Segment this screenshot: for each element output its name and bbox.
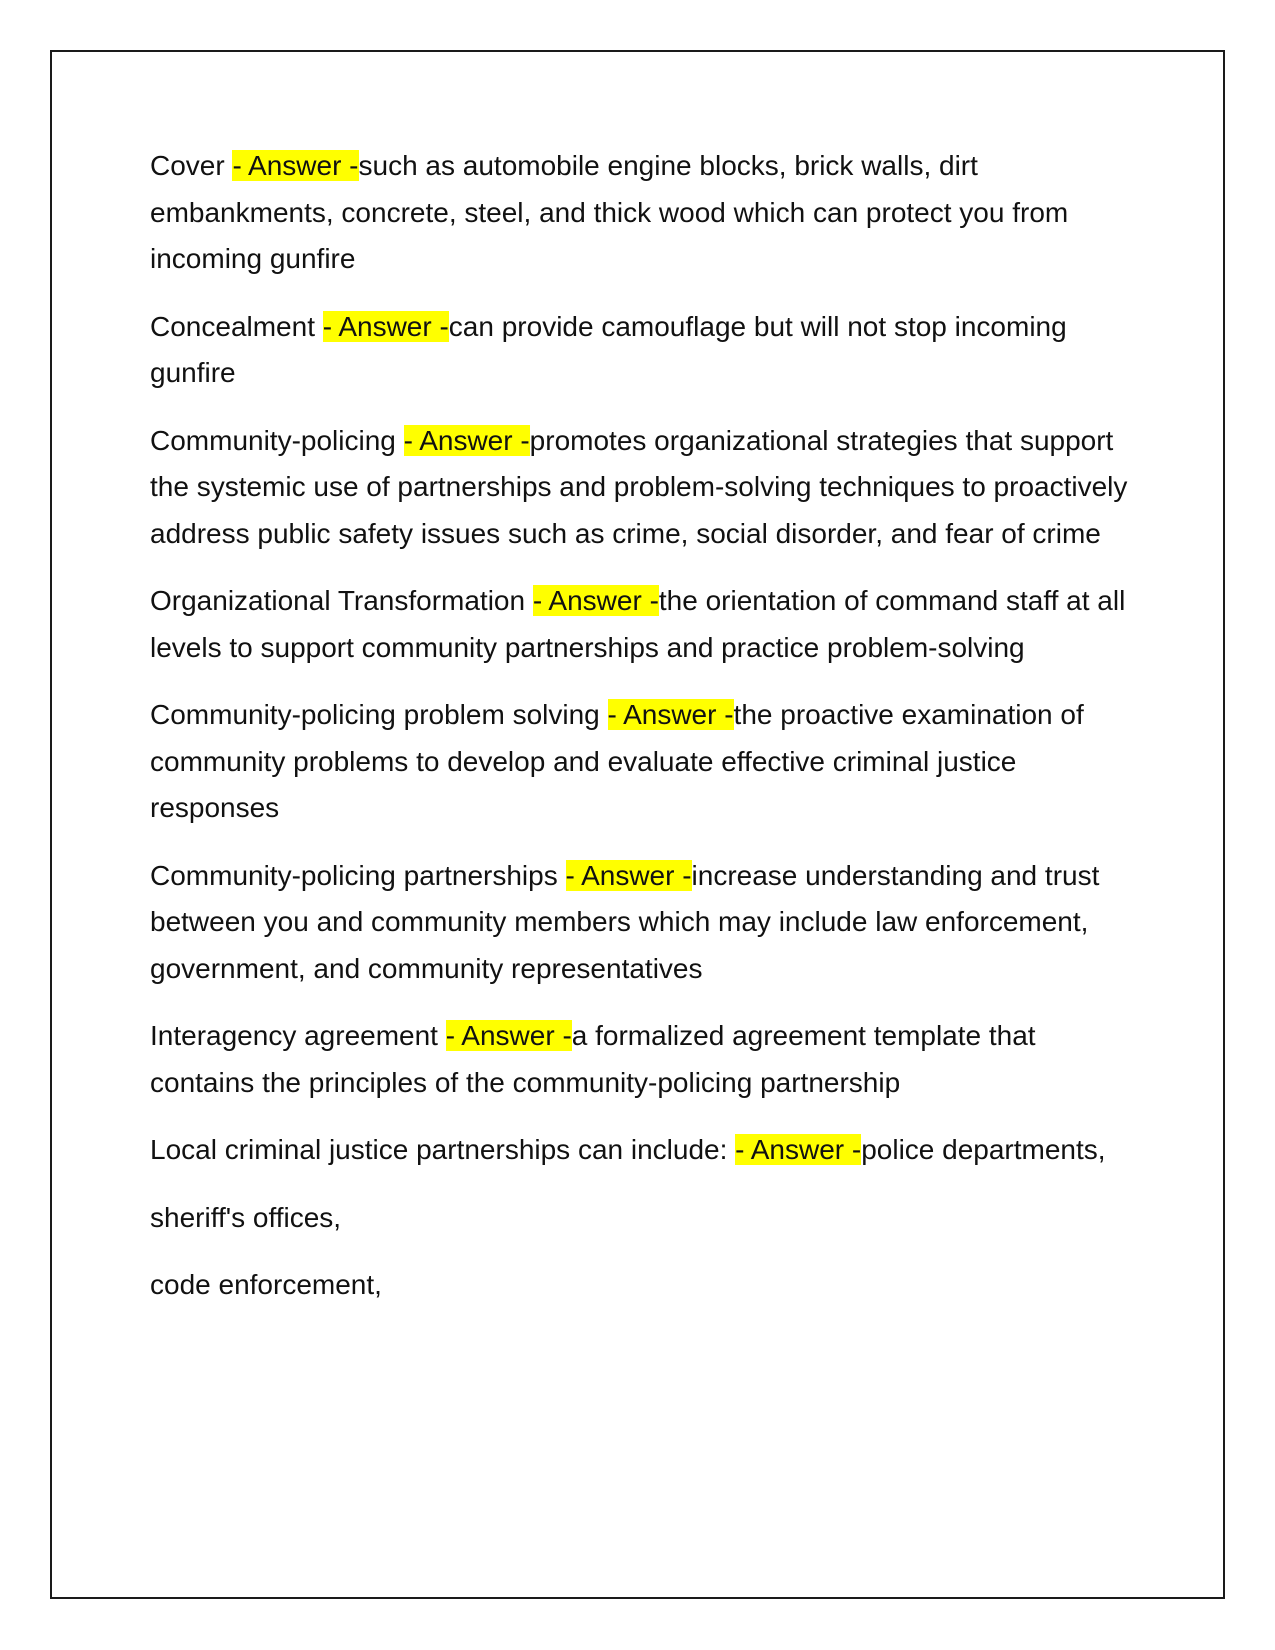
answer-text: such as automobile engine blocks, brick walls, dirt embankments, concrete, steel, and thick wood which can protect you from incoming gunfire — [150, 150, 1069, 274]
flashcard-entry — [150, 143, 1140, 283]
answer-text: promotes organizational strategies that support the systemic use of partnerships and problem-solving techniques to proactively address public safety issues such as crime, social disorder, and fear of crime — [150, 424, 1128, 549]
plain-line: code enforcement, — [150, 1269, 382, 1300]
term: Community-policing problem solving — [150, 699, 608, 730]
answer-text: increase understanding and trust between you and community members which may include law enforcement, government, and community representatives — [150, 859, 1100, 984]
flashcard-entry — [150, 578, 1140, 671]
flashcard-entry — [150, 853, 1140, 993]
document-body — [150, 143, 1140, 1330]
answer-separator-highlight: - Answer - — [232, 150, 359, 181]
answer-separator-highlight: - Answer - — [735, 1134, 862, 1165]
term: Community-policing — [150, 424, 404, 456]
term: Local criminal justice partnerships can include: — [150, 1134, 736, 1165]
flashcard-entry — [150, 1127, 1140, 1174]
term: Concealment — [150, 310, 323, 342]
answer-separator-highlight: - Answer - — [607, 699, 734, 730]
answer-text: police departments, — [861, 1134, 1106, 1165]
answer-separator-highlight: - Answer - — [565, 859, 692, 891]
term: Organizational Transformation — [150, 585, 533, 616]
term: Cover — [150, 150, 233, 181]
answer-separator-highlight: - Answer - — [532, 585, 659, 616]
plain-line: sheriff's offices, — [150, 1201, 342, 1233]
answer-text: can provide camouflage but will not stop incoming gunfire — [150, 310, 1067, 388]
flashcard-entry — [150, 304, 1140, 397]
answer-text: the orientation of command staff at all levels to support community partnerships and practice problem-solving — [150, 585, 1126, 663]
answer-separator-highlight: - Answer - — [322, 310, 449, 342]
answer-separator-highlight: - Answer - — [403, 424, 530, 456]
answer-text: a formalized agreement template that contains the principles of the community-policing partnership — [150, 1020, 1036, 1098]
answer-separator-highlight: - Answer - — [445, 1020, 572, 1051]
term: Community-policing partnerships — [150, 859, 566, 891]
flashcard-entry — [150, 692, 1140, 832]
flashcard-entry — [150, 1013, 1140, 1106]
flashcard-entry — [150, 418, 1140, 558]
answer-text: the proactive examination of community problems to develop and evaluate effective criminal justice responses — [150, 699, 1084, 823]
term: Interagency agreement — [150, 1020, 446, 1051]
